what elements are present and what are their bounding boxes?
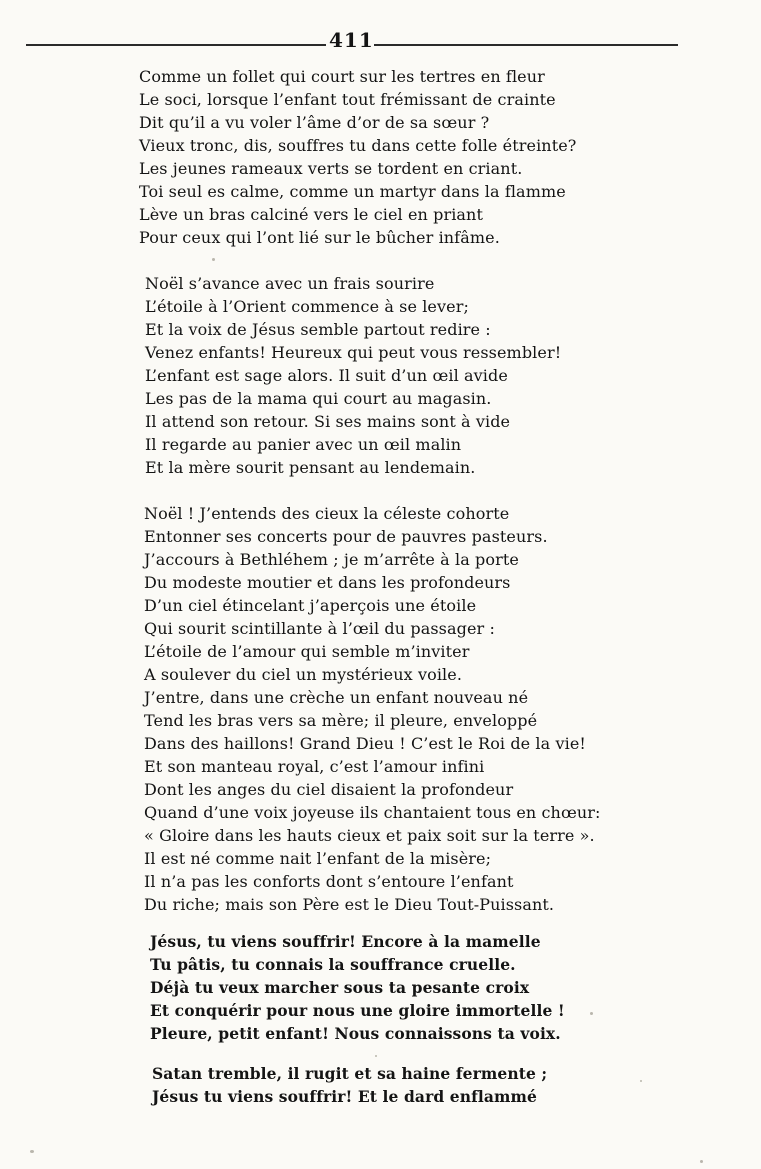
poem-line: Il regarde au panier avec un œil malin bbox=[145, 435, 462, 454]
poem-line: Dans des haillons! Grand Dieu ! C’est le Roi de la vie! bbox=[144, 734, 586, 753]
poem-line: Du modeste moutier et dans les profondeurs bbox=[144, 573, 511, 592]
poem-line: Les jeunes rameaux verts se tordent en criant. bbox=[139, 159, 523, 178]
paper-speck bbox=[375, 1055, 377, 1057]
stanza-2 bbox=[145, 272, 561, 479]
poem-line: Pour ceux qui l’ont lié sur le bûcher infâme. bbox=[139, 228, 500, 247]
poem-line: Jésus tu viens souffrir! Et le dard enflammé bbox=[152, 1087, 537, 1106]
poem-line: Les pas de la mama qui court au magasin. bbox=[145, 389, 492, 408]
poem-line: Qui sourit scintillante à l’œil du passager : bbox=[144, 619, 495, 638]
poem-line: A soulever du ciel un mystérieux voile. bbox=[144, 665, 463, 684]
stanza-5 bbox=[152, 1062, 547, 1108]
page-header bbox=[26, 26, 678, 58]
paper-speck bbox=[590, 1012, 593, 1015]
poem-line: Quand d’une voix joyeuse ils chantaient tous en chœur: bbox=[144, 803, 601, 822]
poem-line: J’entre, dans une crèche un enfant nouveau né bbox=[144, 688, 529, 707]
poem-line: J’accours à Bethléhem ; je m’arrête à la porte bbox=[144, 550, 519, 569]
poem-line: Venez enfants! Heureux qui peut vous ressembler! bbox=[145, 343, 562, 362]
poem-line: Il est né comme nait l’enfant de la misère; bbox=[144, 849, 492, 868]
stanza-3 bbox=[144, 502, 601, 916]
poem-line: Déjà tu veux marcher sous ta pesante croix bbox=[150, 978, 530, 997]
poem-line: Dit qu’il a vu voler l’âme d’or de sa sœur ? bbox=[139, 113, 490, 132]
stanza-1 bbox=[139, 65, 576, 249]
poem-line: Noël s’avance avec un frais sourire bbox=[145, 274, 435, 293]
poem-line: Le soci, lorsque l’enfant tout frémissant de crainte bbox=[139, 90, 556, 109]
poem-line: « Gloire dans les hauts cieux et paix soit sur la terre ». bbox=[144, 826, 595, 845]
stanza-4 bbox=[150, 930, 565, 1045]
poem-line: Et la mère sourit pensant au lendemain. bbox=[145, 458, 476, 477]
poem-line: Jésus, tu viens souffrir! Encore à la mamelle bbox=[150, 932, 541, 951]
poem-line: Tend les bras vers sa mère; il pleure, enveloppé bbox=[144, 711, 538, 730]
poem-line: Satan tremble, il rugit et sa haine fermente ; bbox=[152, 1064, 548, 1083]
poem-line: Toi seul es calme, comme un martyr dans la flamme bbox=[139, 182, 566, 201]
header-rule-right bbox=[374, 44, 678, 46]
poem-line: Et conquérir pour nous une gloire immortelle ! bbox=[150, 1001, 565, 1020]
poem-line: Il n’a pas les conforts dont s’entoure l’enfant bbox=[144, 872, 514, 891]
page-number: 411 bbox=[329, 28, 374, 52]
poem-line: L’enfant est sage alors. Il suit d’un œil avide bbox=[145, 366, 508, 385]
header-rule-left bbox=[26, 44, 326, 46]
poem-line: D’un ciel étincelant j’aperçois une étoile bbox=[144, 596, 477, 615]
poem-line: Il attend son retour. Si ses mains sont à vide bbox=[145, 412, 511, 431]
poem-line: L’étoile à l’Orient commence à se lever; bbox=[145, 297, 469, 316]
poem-line: Vieux tronc, dis, souffres tu dans cette folle étreinte? bbox=[139, 136, 577, 155]
paper-speck bbox=[30, 1150, 34, 1153]
poem-line: Lève un bras calciné vers le ciel en priant bbox=[139, 205, 483, 224]
paper-speck bbox=[700, 1160, 703, 1163]
poem-line: Noël ! J’entends des cieux la céleste cohorte bbox=[144, 504, 510, 523]
poem-line: Et son manteau royal, c’est l’amour infini bbox=[144, 757, 485, 776]
paper-speck bbox=[640, 1080, 642, 1082]
poem-line: Dont les anges du ciel disaient la profondeur bbox=[144, 780, 514, 799]
poem-line: Comme un follet qui court sur les tertres en fleur bbox=[139, 67, 545, 86]
poem-line: Et la voix de Jésus semble partout redire : bbox=[145, 320, 491, 339]
poem-line: Du riche; mais son Père est le Dieu Tout-Puissant. bbox=[144, 895, 555, 914]
paper-speck bbox=[212, 258, 215, 261]
poem-line: L’étoile de l’amour qui semble m’inviter bbox=[144, 642, 470, 661]
poem-line: Pleure, petit enfant! Nous connaissons ta voix. bbox=[150, 1024, 561, 1043]
poem-line: Entonner ses concerts pour de pauvres pasteurs. bbox=[144, 527, 548, 546]
poem-line: Tu pâtis, tu connais la souffrance cruelle. bbox=[150, 955, 516, 974]
